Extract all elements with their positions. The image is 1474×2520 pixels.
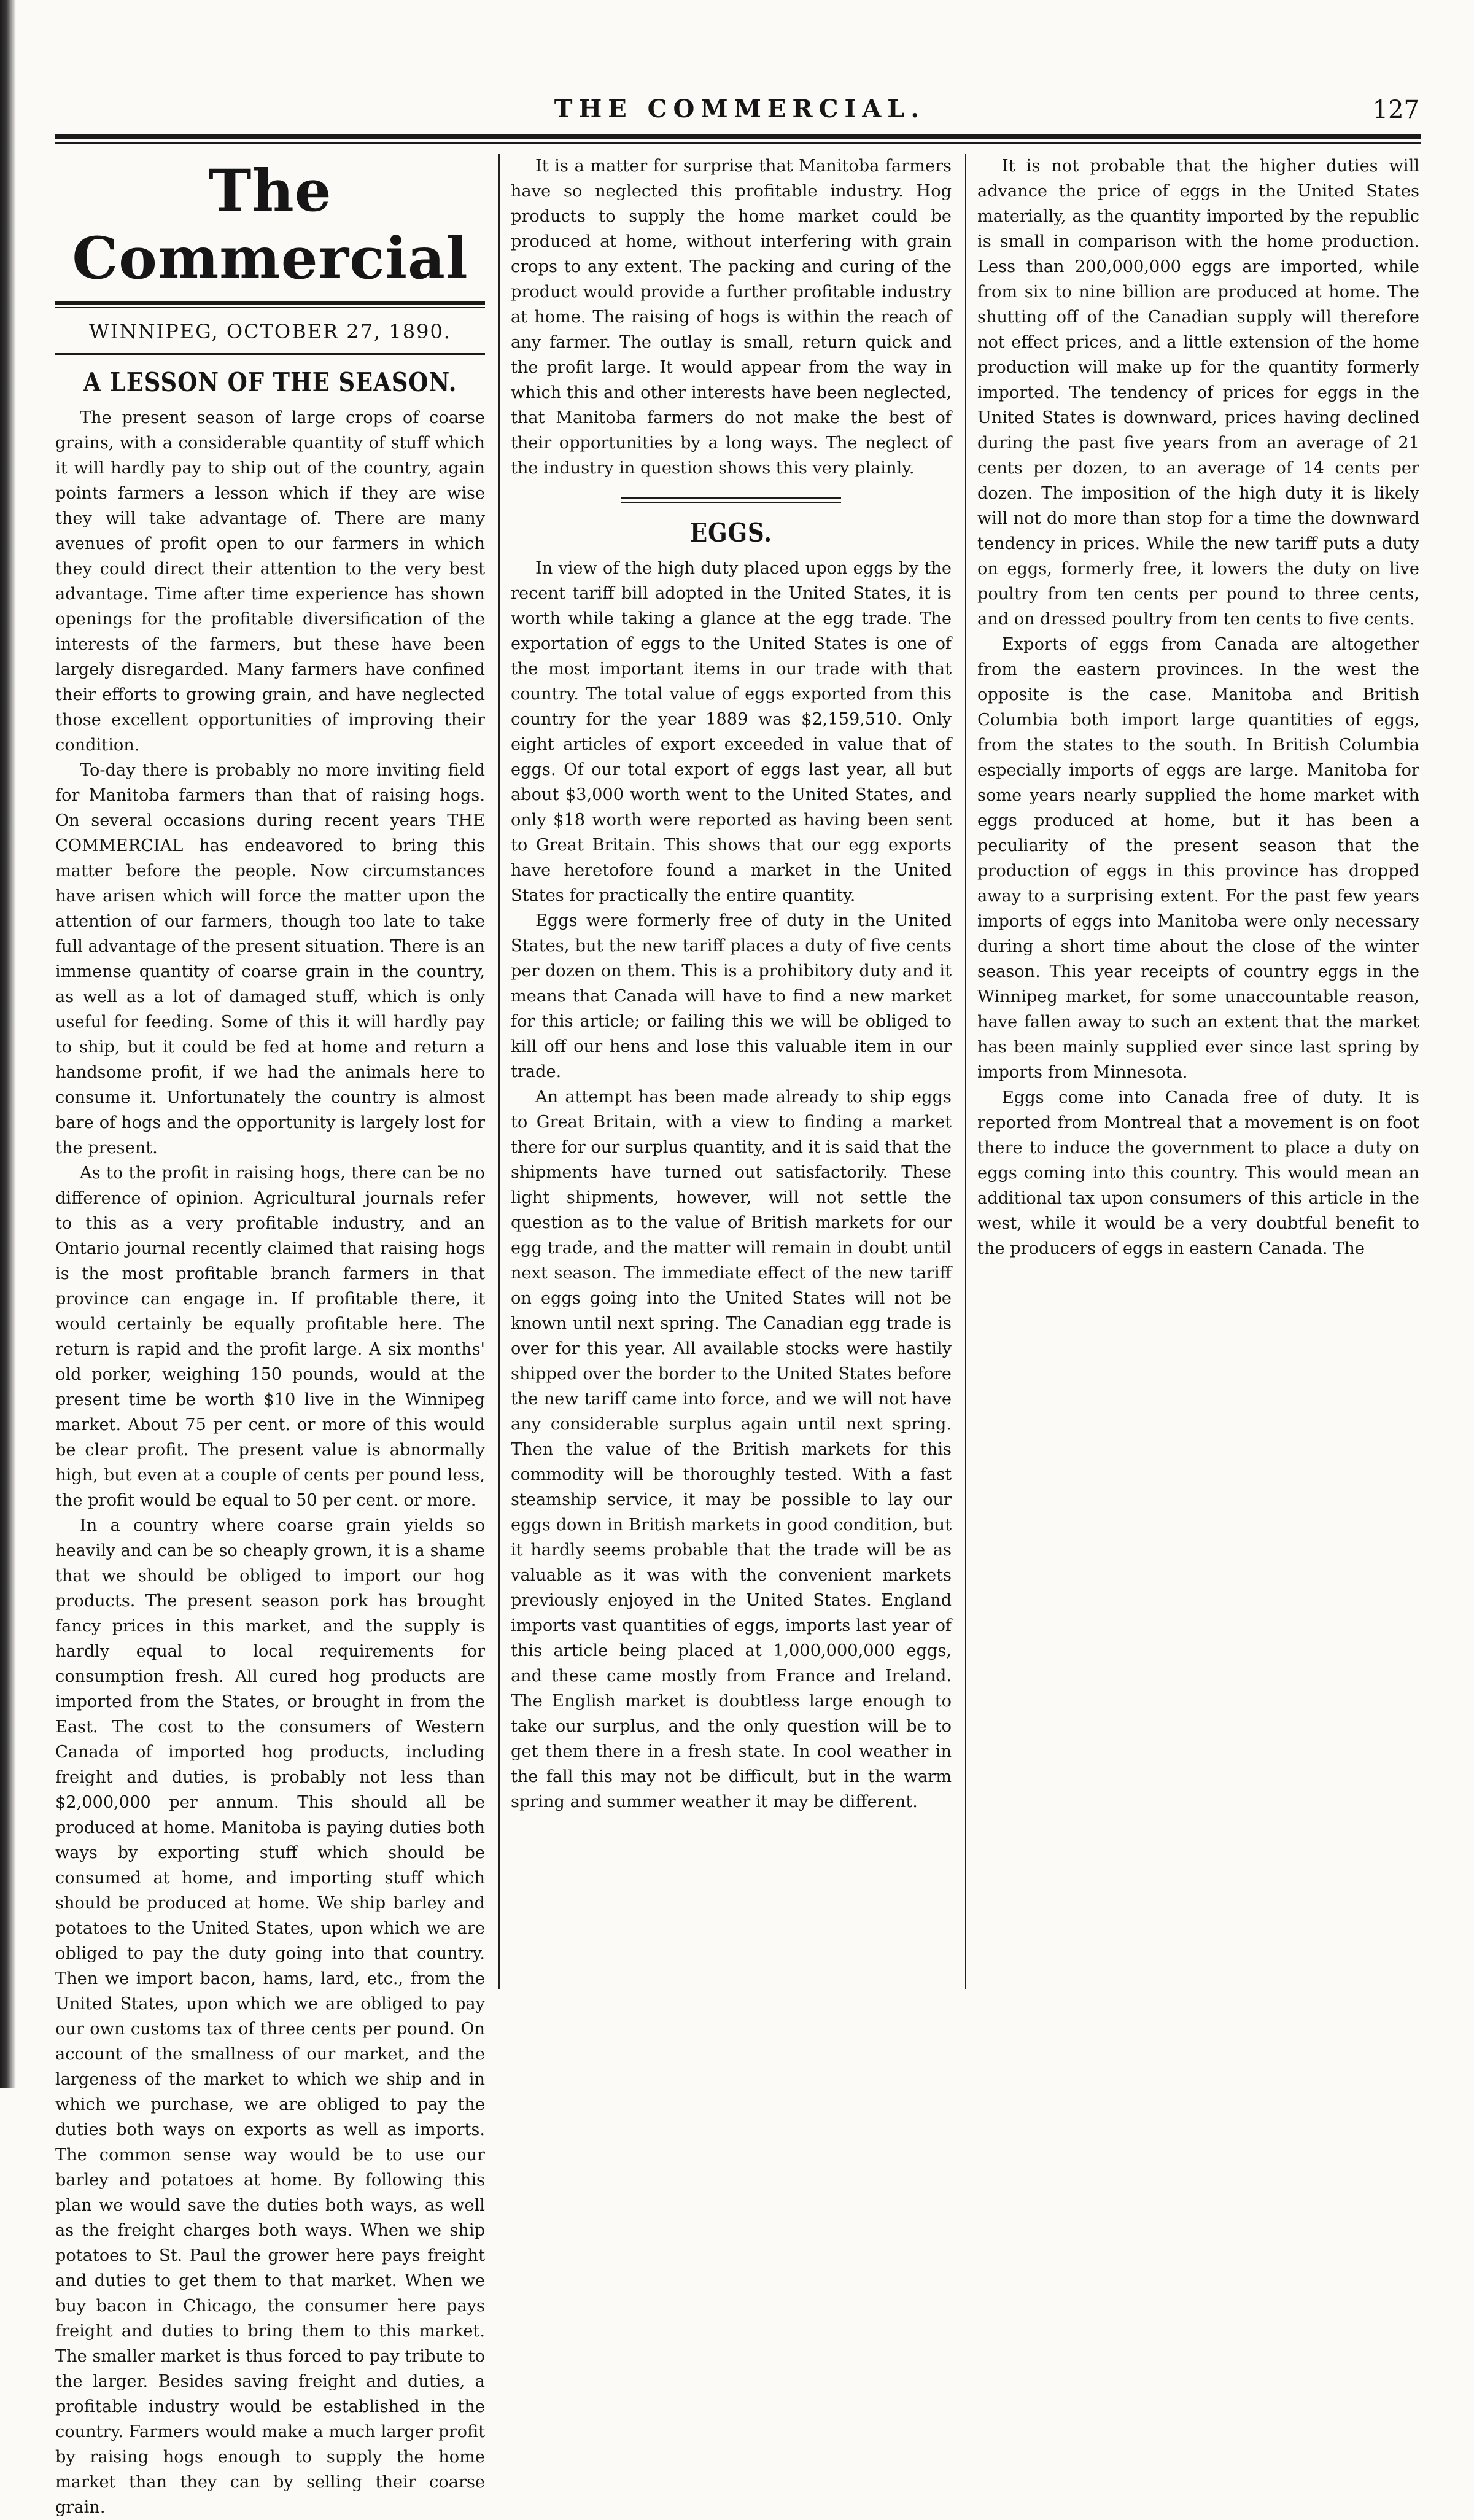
running-title: THE COMMERCIAL. — [554, 95, 926, 123]
column-3 — [977, 154, 1419, 1989]
binding-edge — [0, 0, 16, 2088]
masthead-rule-thin — [55, 307, 485, 308]
column-1 — [55, 154, 485, 2517]
column-rule — [965, 154, 966, 1989]
article-paragraph-split: In a country where coarse grain yields so heavily and can be so cheaply grown, it is a shame that we should be obliged to import our hog products. The present season pork has brought fancy prices in this market, and the supply is hardly equal to local requirements for consumption fresh. All cured hog products are imported from the States, or brought in from the East. The cost to the consumers of Western Canada of imported hog products, including freight and duties, is probably not less than $2,000,000 per annum. This should all be produced at home. Manitoba is paying duties both ways by exporting stuff which should be consumed at home, and importing stuff which should be produced at home. We ship barley and potatoes to the United States, upon which we are obliged to pay the duty going into that country. Then we import bacon, hams, lard, etc., from the United States, upon which we are obliged to pay our own customs tax of three cents per pound. On account of the smallness of our market, and the largeness of the market to which we ship and in which we purchase, we are obliged to pay the duties both ways on exports as well as imports. The common sense way would be to use our barley and potatoes at home. By following this plan we would save the duties both ways, as well as the freight charges both ways. When we ship potatoes to St. Paul the grower here pays freight and duties to get them to that market. When we buy bacon in Chicago, the consumer here pays freight and duties to bring them to this market. The smaller market is thus forced to pay tribute to the larger. Besides saving freight and duties, a profitable industry would be established in the country. Farmers would make a much larger profit by raising hogs enough to supply the home market than they can by selling their coarse grain. — [55, 1516, 485, 2517]
dateline-rule — [55, 353, 485, 355]
column-2 — [511, 154, 952, 1989]
article-paragraph: It is a matter for surprise that Manitoba farmers have so neglected this profitable industry. Hog products to supply the home market could be produced at home, without interfering with grain crops to any extent. The packing and curing of the product would provide a further profitable industry at home. The raising of hogs is within the reach of any farmer. The outlay is small, return quick and the profit large. It would appear from the way in which this and other interests have been neglected, that Manitoba farmers do not make the best of their opportunities by a long ways. The neglect of the industry in question shows this very plainly. — [511, 157, 952, 478]
running-header — [55, 92, 1424, 129]
header-rule-thin — [55, 142, 1421, 144]
column-rule — [498, 154, 500, 1989]
masthead-rule — [55, 301, 485, 305]
section-rule — [621, 497, 841, 499]
section-rule-thin — [621, 502, 841, 503]
dateline: WINNIPEG, OCTOBER 27, 1890. — [89, 320, 451, 343]
article-heading: EGGS. — [690, 518, 772, 548]
article-paragraph: Eggs come into Canada free of duty. It is reported from Montreal that a movement is on foot there to induce the government to place a duty on eggs coming into this country. This would mean an additional tax upon consumers of this article in the west, while it would be a very doubtful benefit to the producers of eggs in eastern Canada. The — [977, 1088, 1419, 1258]
header-rule — [55, 134, 1421, 139]
article-paragraph: Eggs were formerly free of duty in the United States, but the new tariff places a duty of five cents per dozen on them. This is a prohibitory duty and it means that Canada will have to find a new market for this article; or failing this we will be obliged to kill off our hens and lose this valuable item in our trade. — [511, 911, 952, 1081]
article-paragraph-split: An attempt has been made already to ship eggs to Great Britain, with a view to finding a market there for our surplus quantity, and it is said that the shipments have turned out satisfactorily. These light shipments, however, will not settle the question as to the value of British markets for our egg trade, and the matter will remain in doubt until next season. The immediate effect of the new tariff on eggs going into the United States will not be known until next spring. The Canadian egg trade is over for this year. All available stocks were hastily shipped over the border to the United States before the new tariff came into force, and we will not have any considerable surplus again until next spring. Then the value of the British markets for this commodity will be thoroughly tested. With a fast steamship service, it may be possible to lay our eggs down in British markets in good condition, but it hardly seems probable that the trade will be as valuable as it was with the convenient markets previously enjoyed in the United States. England imports vast quantities of eggs, imports last year of this article being placed at 1,000,000,000 eggs, and these came mostly from France and Ireland. The English market is doubtless large enough to take our surplus, and the only question will be to get them there in a fresh state. In cool weather in the fall this may not be difficult, but in the warm spring and summer weather it may be different. — [511, 1087, 952, 1811]
masthead-title: The Commercial — [72, 157, 468, 292]
article-paragraph: It is not probable that the higher duties will advance the price of eggs in the United States materially, as the quantity imported by the republic is small in comparison with the home production. Less than 200,000,000 eggs are imported, while from six to nine billion are produced at home. The shutting off of the Canadian supply will therefore not effect prices, and a little extension of the home production will make up for the quantity formerly imported. The tendency of prices for eggs in the United States is downward, prices having declined during the past five years from an average of 21 cents per dozen, to an average of 14 cents per dozen. The imposition of the high duty it is likely will not do more than stop for a time the downward tendency in prices. While the new tariff puts a duty on eggs, formerly free, it lowers the duty on live poultry from ten cents per pound to three cents, and on dressed poultry from ten cents to five cents. — [977, 157, 1419, 629]
article-paragraph: Exports of eggs from Canada are altogether from the eastern provinces. In the west the opposite is the case. Manitoba and British Columbia both import large quantities of eggs, from the states to the south. In British Columbia especially imports of eggs are large. Manitoba for some years nearly supplied the home market with eggs produced at home, but it has been a peculiarity of the present season that the production of eggs in this province has dropped away to a surprising extent. For the past few years imports of eggs into Manitoba were only necessary during a short time about the close of the winter season. This year receipts of country eggs in the Winnipeg market, for some unaccountable reason, have fallen away to such an extent that the market has been mainly supplied ever since last spring by imports from Minnesota. — [977, 635, 1419, 1082]
article-paragraph: The present season of large crops of coarse grains, with a considerable quantity of stuff which it will hardly pay to ship out of the country, again points farmers a lesson which if they are wise they will take advantage of. There are many avenues of profit open to our farmers in which they could direct their attention to the very best advantage. Time after time experience has shown openings for the profitable diversification of the interests of the farmers, but these have been largely disregarded. Many farmers have confined their efforts to growing grain, and have neglected those excellent opportunities of improving their condition. — [55, 408, 485, 755]
article-paragraph: As to the profit in raising hogs, there can be no difference of opinion. Agricultural journals refer to this as a very profitable industry, and an Ontario journal recently claimed that raising hogs is the most profitable branch farmers in that province can engage in. If profitable there, it would certainly be equally profitable here. The return is rapid and the profit large. A six months' old porker, weighing 150 pounds, would at the present time be worth $10 live in the Winnipeg market. About 75 per cent. or more of this would be clear profit. The present value is abnormally high, but even at a couple of cents per pound less, the profit would be equal to 50 per cent. or more. — [55, 1164, 485, 1510]
article-paragraph: To-day there is probably no more inviting field for Manitoba farmers than that of raising hogs. On several occasions during recent years THE COMMERCIAL has endeavored to bring this matter before the people. Now circumstances have arisen which will force the matter upon the attention of our farmers, though too late to take full advantage of the present situation. There is an immense quantity of coarse grain in the country, as well as a lot of damaged stuff, which is only useful for feeding. Some of this it will hardly pay to ship, but it could be fed at home and return a handsome profit, if we had the animals here to consume it. Unfortunately the country is almost bare of hogs and the opportunity is largely lost for the present. — [55, 761, 485, 1157]
article-paragraph: In view of the high duty placed upon eggs by the recent tariff bill adopted in the United States, it is worth while taking a glance at the egg trade. The exportation of eggs to the United States is one of the most important items in our trade with that country. The total value of eggs exported from this country for the year 1889 was $2,159,510. Only eight articles of export exceeded in value that of eggs. Of our total export of eggs last year, all but about $3,000 worth went to the United States, and only $18 worth were reported as having been sent to Great Britain. This shows that our egg exports have heretofore found a market in the United States for practically the entire quantity. — [511, 559, 952, 905]
article-heading: A LESSON OF THE SEASON. — [83, 367, 457, 397]
page-number: 127 — [1372, 96, 1419, 124]
